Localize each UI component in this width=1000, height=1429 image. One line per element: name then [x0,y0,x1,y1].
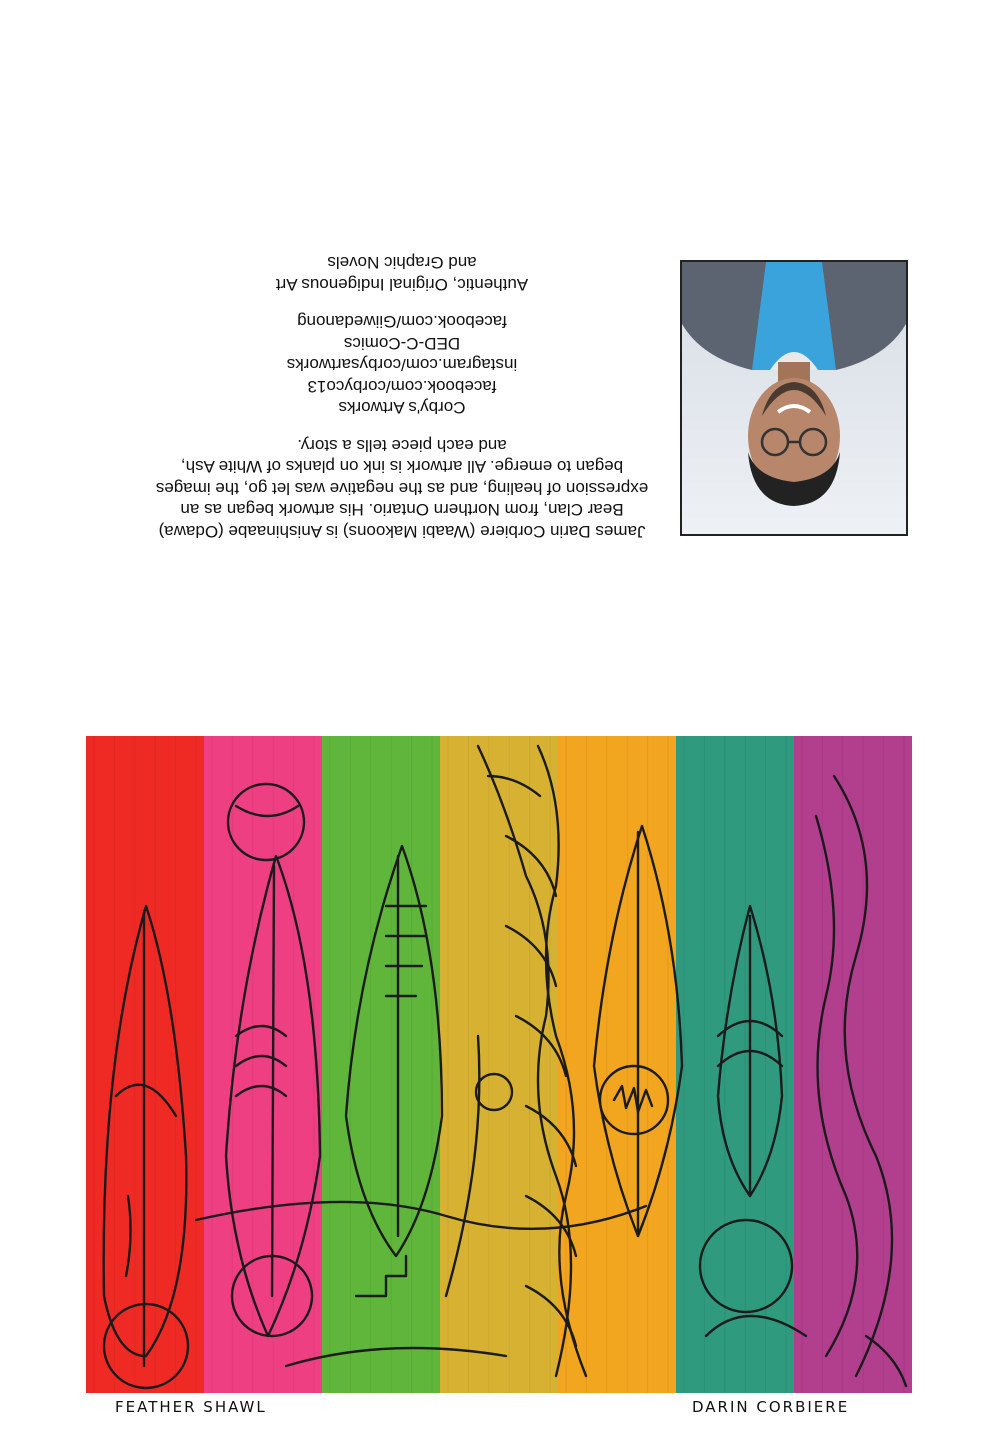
bio-text [122,252,682,542]
feather-shawl-painting [86,736,912,1393]
bio-line: James Darin Corbiere (Waabi Makoons) is Anishinaabe (Odawa) [158,522,646,541]
plank [558,736,677,1393]
tagline-line: Authentic, Original Indigenous Art [275,275,529,294]
bio-line: began to emerge. All artwork is ink on planks of White Ash, [180,457,624,477]
painting-artwork [86,736,912,1393]
plank [204,736,323,1393]
bio-line: Bear Clan, from Northern Ontario. His artwork began as an [180,500,624,520]
artist-bio-panel [0,0,1000,600]
link-line: facebook.com/corbyco13 [307,377,497,396]
artist-signature: DARIN CORBIERE [692,1398,850,1416]
artist-portrait [680,260,908,536]
link-line: Corby's Artworks [338,398,466,418]
link-line: instagram.com/corbysartworks [286,355,518,375]
tagline-line: and Graphic Novels [327,253,477,273]
bio-line: and each piece tells a story. [297,436,507,455]
bio-line: expression of healing, and as the negative was let go, the images [155,479,649,498]
plank [676,736,795,1393]
link-line: DED-C-Comics [343,334,461,353]
plank [322,736,441,1393]
link-line: facebook.com/Giiwedanong [297,312,507,332]
painting-title: FEATHER SHAWL [115,1398,267,1416]
